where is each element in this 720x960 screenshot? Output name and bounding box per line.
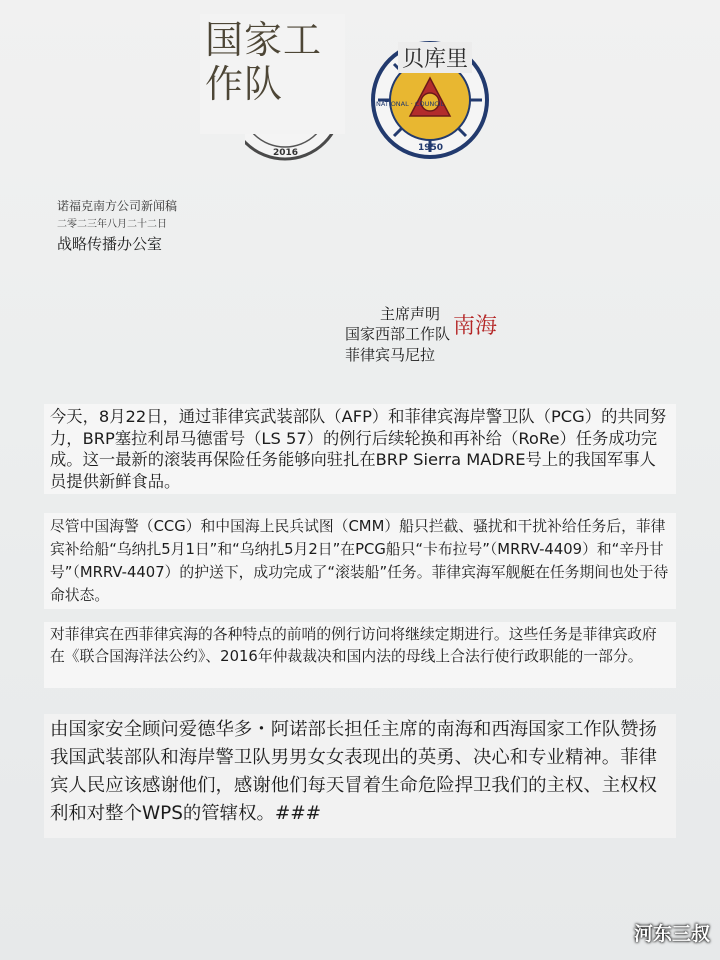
- watermark-text: 河东三叔: [633, 923, 710, 945]
- paragraph-3: 对菲律宾在西菲律宾海的各种特点的前哨的例行访问将继续定期进行。这些任务是菲律宾政府在《联合国海洋法公约》、2016年仲裁裁决和国内法的母线上合法行使行政职能的一部分。: [44, 622, 676, 688]
- right-seal-label: 贝库里: [398, 42, 472, 73]
- red-highlight-word: 南海: [453, 314, 498, 339]
- right-seal-year: 1950: [418, 143, 444, 153]
- location-line: 菲律宾马尼拉: [345, 346, 436, 364]
- date-line: 二零二三年八月二十二日: [57, 219, 167, 230]
- office-name: 战略传播办公室: [57, 235, 163, 253]
- left-title: [205, 18, 322, 106]
- left-title-line1: 国家工: [205, 18, 323, 62]
- task-force-name: 国家西部工作队: [345, 325, 451, 343]
- right-seal-ring: NATIONAL · COUNCIL: [376, 100, 445, 108]
- statement-title: 主席声明: [380, 305, 441, 323]
- paragraph-4: 由国家安全顾问爱德华多・阿诺部长担任主席的南海和西海国家工作队赞扬我国武装部队和海岸警卫队男男女女表现出的英勇、决心和专业精神。菲律宾人民应该感谢他们，感谢他们每天冒着生命危险捍卫我们的主权、主权权利和对整个WPS的管辖权。###: [44, 714, 676, 838]
- press-release-line: 诺福克南方公司新闻稿: [57, 199, 178, 213]
- paragraph-1: 今天，8月22日，通过菲律宾武装部队（AFP）和菲律宾海岸警卫队（PCG）的共同努力，BRP塞拉利昂马德雷号（LS 57）的例行后续轮换和再补给（RoRe）任务成功完成。这一最新的滚装再保险任务能够向驻扎在BRP Sierra MADRE号上的我国军事人员提供新鲜食品。: [44, 404, 676, 494]
- paragraph-2: 尽管中国海警（CCG）和中国海上民兵试图（CMM）船只拦截、骚扰和干扰补给任务后，菲律宾补给船“乌纳扎5月1日”和“乌纳扎5月2日”在PCG船只“卡布拉号”（MRRV-4409）和“辛丹甘号”（MRRV-4407）的护送下，成功完成了“滚装船”任务。菲律宾海军舰艇在任务期间也处于待命状态。: [44, 513, 676, 609]
- left-title-line2: 作队: [205, 62, 284, 106]
- left-seal-year: 2016: [273, 148, 299, 158]
